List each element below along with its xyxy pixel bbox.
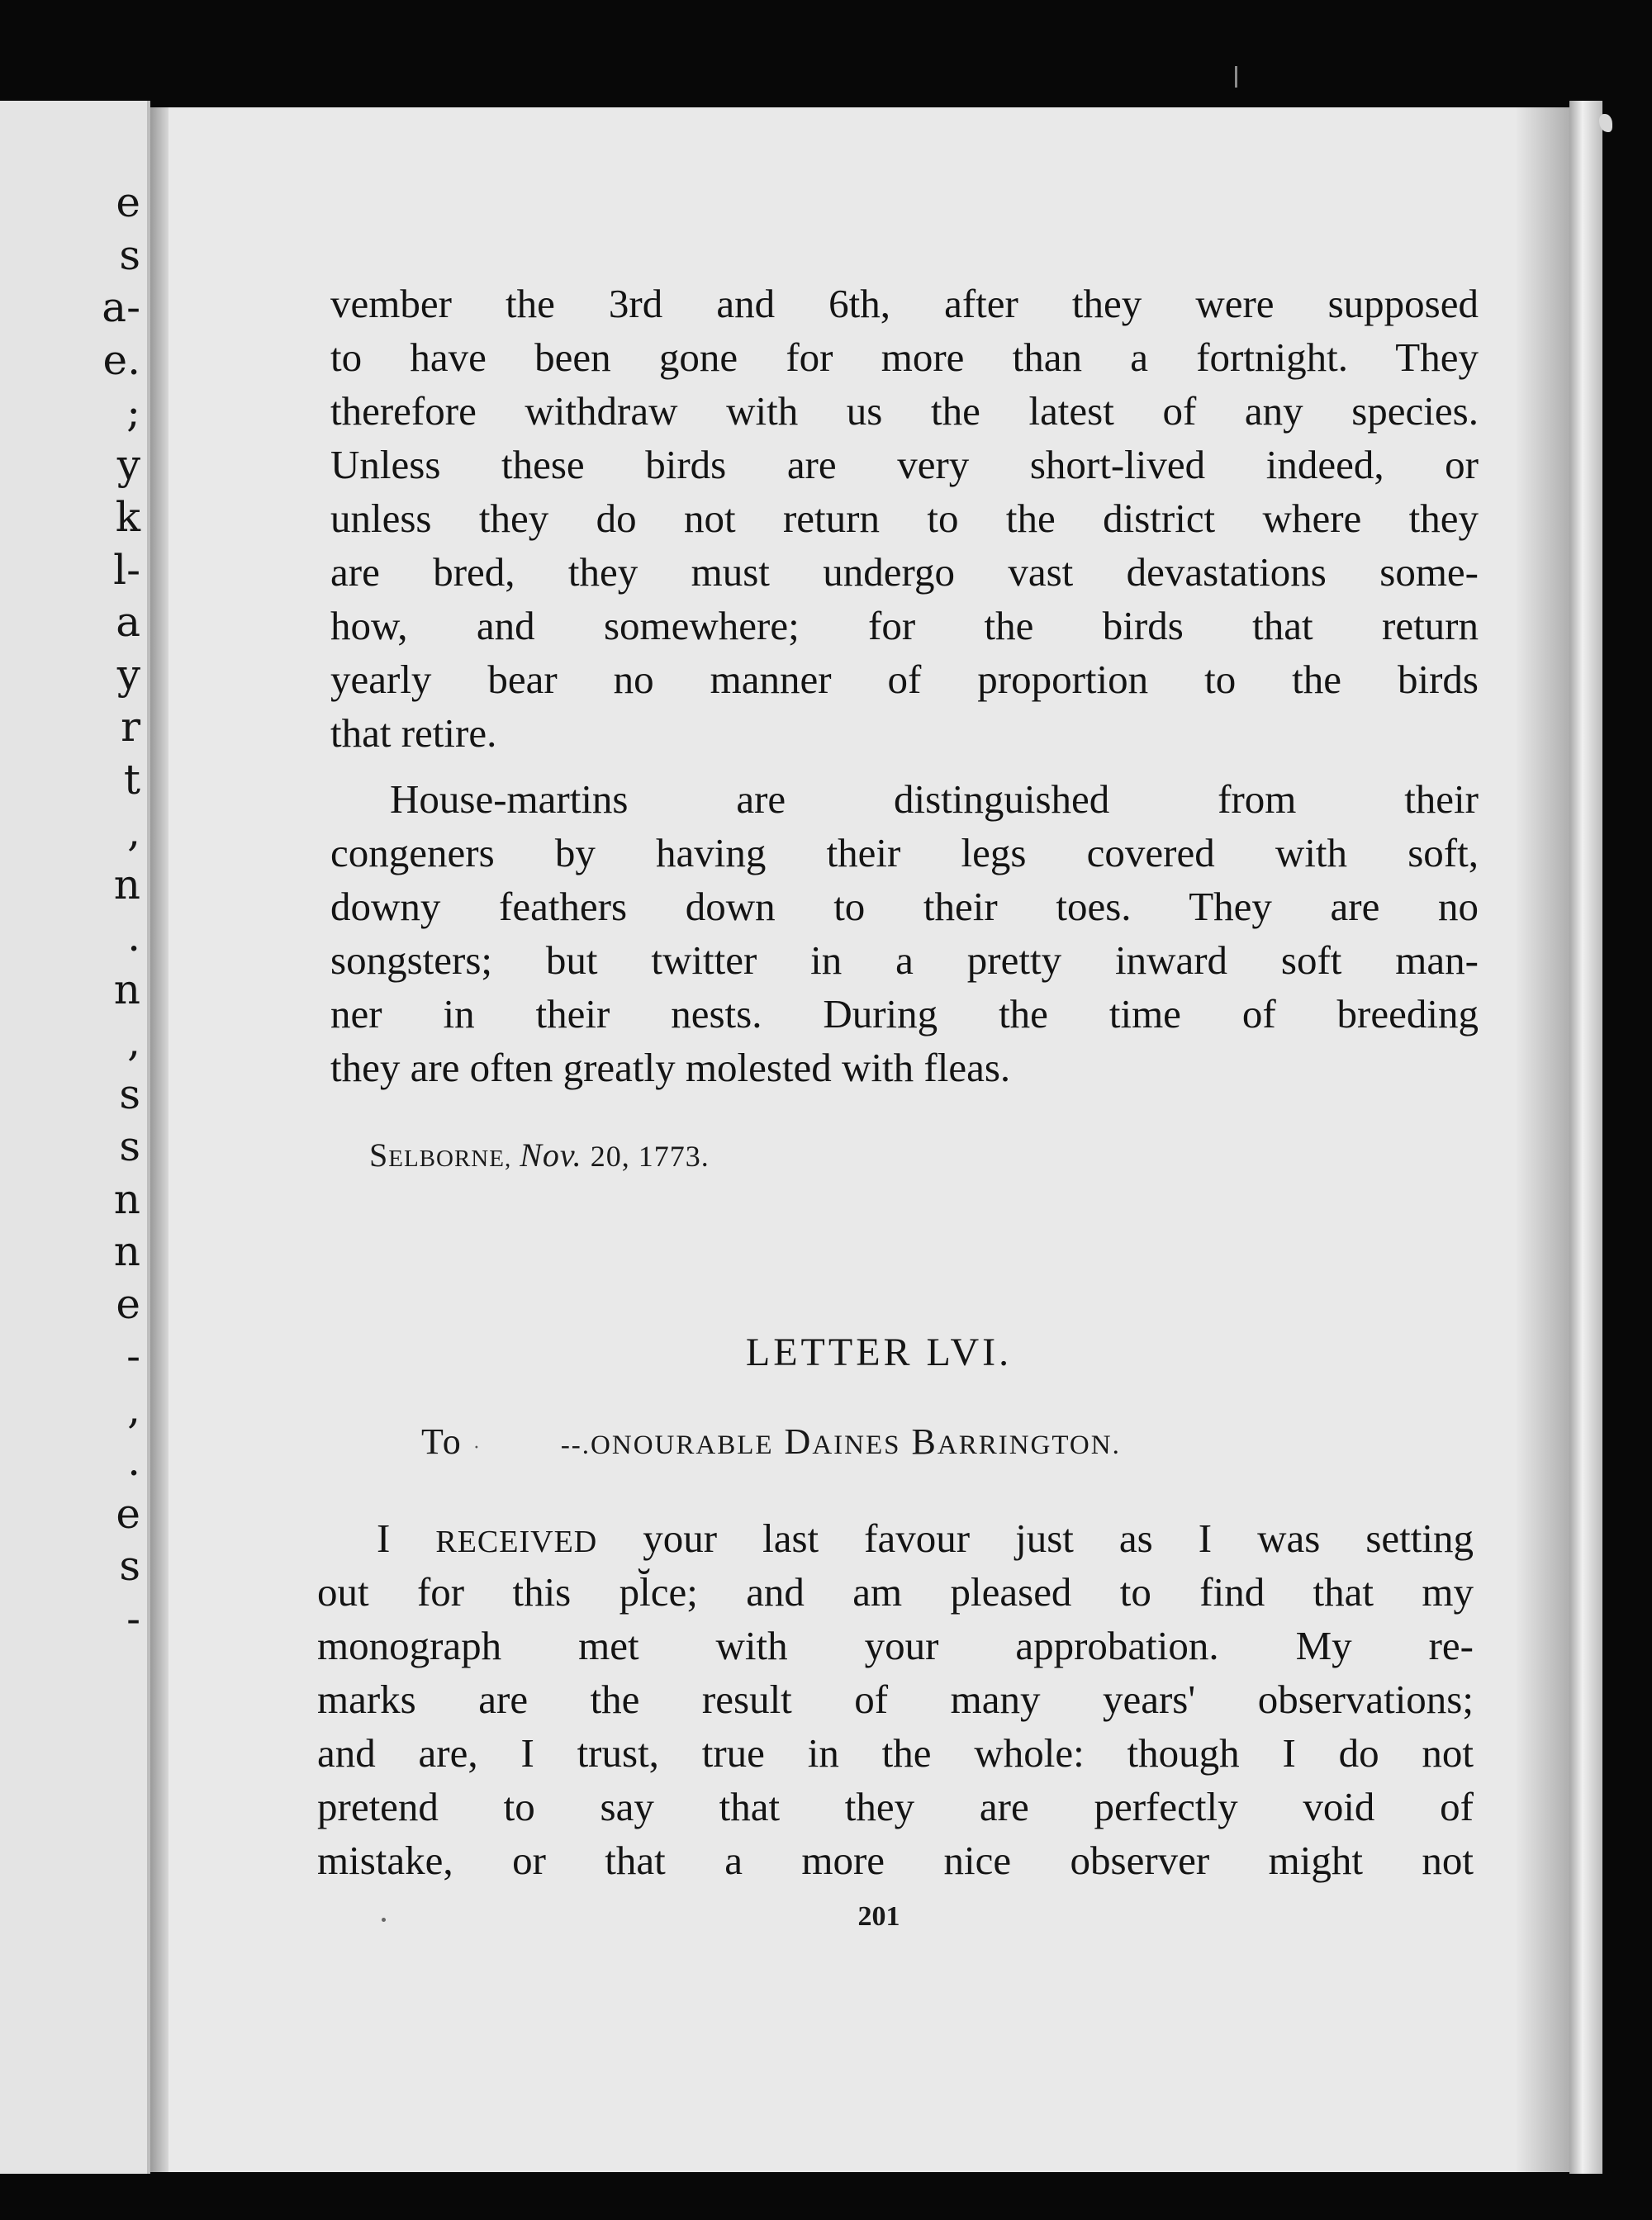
left-page-fragment: e. xyxy=(102,335,140,384)
left-page-fragment: a xyxy=(116,598,140,646)
text-line: downy feathers down to their toes. They are no xyxy=(330,884,1479,929)
dateline xyxy=(369,1136,710,1174)
left-page-fragment: y xyxy=(116,650,140,699)
text-line: pretend to say that they are perfectly void of xyxy=(317,1784,1474,1829)
text-line: therefore withdraw with us the latest of any species. xyxy=(330,388,1479,434)
text-line: ner in their nests. During the time of breeding xyxy=(330,991,1479,1036)
addressee-damaged-title: --.ONOURABLE xyxy=(560,1430,774,1460)
text-line: vember the 3rd and 6th, after they were supposed xyxy=(330,281,1479,326)
left-page-fragment: a- xyxy=(102,283,140,331)
letter-addressee xyxy=(421,1421,1121,1463)
dateline-month: Nov. xyxy=(520,1136,582,1174)
text-line: and are, I trust, true in the whole: though I do not xyxy=(317,1730,1474,1776)
left-page-fragment: - xyxy=(126,1594,140,1643)
left-page-fragment: s xyxy=(119,230,140,279)
page-stack-edge xyxy=(1569,101,1602,2174)
text-line: songsters; but twitter in a pretty inward soft man- xyxy=(330,937,1479,983)
ink-speck xyxy=(382,1918,386,1922)
text-line: are bred, they must undergo vast devastations some- xyxy=(330,549,1479,595)
left-page-fragment: . xyxy=(127,1437,140,1485)
page-number: 201 xyxy=(857,1901,900,1932)
left-page-fragment: t xyxy=(123,755,140,804)
text-line: out for this pl̆ce; and am pleased to find that my xyxy=(317,1569,1474,1615)
left-page-fragment: - xyxy=(126,1332,140,1380)
left-page-fragment: ; xyxy=(126,388,140,436)
house-martins-paragraph xyxy=(330,772,1479,1094)
left-page-fragment: n xyxy=(113,1227,140,1275)
left-page-fragment: , xyxy=(127,808,140,856)
text-line: marks are the result of many years' observations; xyxy=(317,1677,1474,1722)
left-page-fragment: n xyxy=(113,1174,140,1223)
text-line: to have been gone for more than a fortnight. They xyxy=(330,334,1479,380)
text-line: unless they do not return to the district where they xyxy=(330,496,1479,541)
text-line: Unless these birds are very short-lived indeed, or xyxy=(330,442,1479,487)
left-page-fragment: n xyxy=(113,965,140,1013)
left-page-fragment: s xyxy=(119,1122,140,1170)
left-page-fragment: . xyxy=(127,913,140,961)
left-page-fragment: s xyxy=(119,1542,140,1590)
addressee-name-rest-2: ARRINGTON. xyxy=(937,1430,1121,1460)
first-line-rest: your last favour just as I was setting xyxy=(643,1516,1474,1561)
opening-initial: I xyxy=(377,1516,391,1561)
letter-heading: LETTER LVI. xyxy=(745,1331,1013,1374)
text-line: yearly bear no manner of proportion to the birds xyxy=(330,657,1479,702)
addressee-gap-mark: · xyxy=(472,1437,482,1459)
left-page-fragment: n xyxy=(113,860,140,908)
left-page-fragment: r xyxy=(121,703,140,751)
addressee-name-initial-2: B xyxy=(911,1421,938,1462)
left-page-fragment: e xyxy=(116,178,140,226)
book-gutter xyxy=(150,107,169,2172)
left-page-fragment: l- xyxy=(113,545,140,594)
dateline-place-initial: S xyxy=(369,1136,389,1174)
dateline-place: ELBORNE, xyxy=(388,1146,512,1172)
left-page-fragment: k xyxy=(115,493,140,541)
text-line: congeners by having their legs covered with soft, xyxy=(330,830,1479,875)
addressee-to: To xyxy=(421,1421,463,1462)
letter-body xyxy=(317,1511,1474,1887)
addressee-name-initial-1: D xyxy=(784,1421,813,1462)
continued-paragraph xyxy=(330,277,1479,760)
left-page-fragment: y xyxy=(116,440,140,489)
text-line: how, and somewhere; for the birds that return xyxy=(330,603,1479,648)
scan-mark xyxy=(1235,66,1237,88)
left-page-fragment: e xyxy=(116,1489,140,1538)
left-facing-page xyxy=(0,101,150,2174)
left-page-fragment: e xyxy=(116,1279,140,1328)
opening-smallcaps: RECEIVED xyxy=(435,1525,598,1559)
letter-first-line xyxy=(317,1511,1474,1565)
left-page-fragment: , xyxy=(127,1017,140,1065)
addressee-name-rest-1: AINES xyxy=(812,1430,901,1460)
text-line: they are often greatly molested with fleas. xyxy=(330,1045,1011,1090)
text-line: House-martins are distinguished from their xyxy=(390,776,1479,822)
text-line: monograph met with your approbation. My re- xyxy=(317,1623,1474,1668)
left-page-fragment: , xyxy=(127,1384,140,1433)
right-page xyxy=(169,107,1589,2172)
dateline-date: 20, 1773. xyxy=(590,1140,710,1173)
text-line: mistake, or that a more nice observer might not xyxy=(317,1838,1474,1883)
left-page-fragment: s xyxy=(119,1070,140,1118)
text-line: that retire. xyxy=(330,710,497,756)
